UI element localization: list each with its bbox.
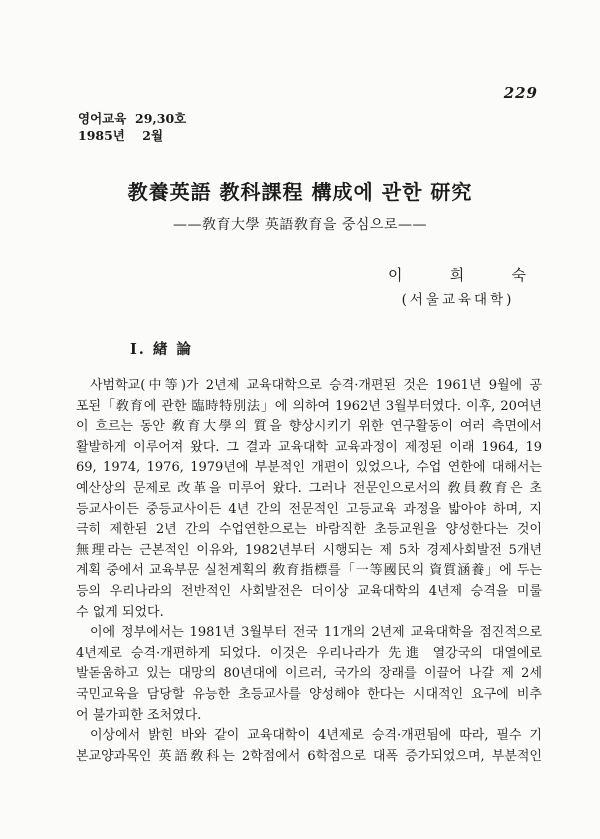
text-line: 본교양과목인 英語敎科는 2학점에서 6학점으로 대폭 증가되었으며, 부분적인 — [76, 748, 542, 764]
author-name — [388, 264, 526, 285]
text-line: 수 없게 되었다. — [76, 604, 164, 620]
text-line: 4년제로 승격·개편하게 되었다. 이것은 우리나라가 先進 열강국의 대열에로 — [76, 645, 542, 661]
body-text — [76, 376, 542, 767]
journal-volume: 영어교육 29,30호 — [78, 111, 187, 126]
text-line: 계획 중에서 교육부문 실천계획의 敎育指標를「一等國民의 資質涵養」에 두는 — [76, 563, 542, 579]
paper-subtitle: ——敎育大學 英語敎育을 중심으로—— — [172, 217, 428, 233]
author-name-char: 이 — [388, 266, 403, 284]
paragraph — [76, 623, 542, 726]
text-line: 활발하게 이루어져 왔다. 그 결과 교육대학 교육과정이 제정된 이래 1964, 19 — [76, 439, 542, 455]
journal-date: 1985년 2월 — [78, 128, 164, 143]
text-line: 등교사이든 중등교사이든 4년 간의 전문적인 고등교육 과정을 밟아야 하며, 지 — [76, 501, 542, 517]
text-line: 어 불가피한 조처였다. — [76, 707, 202, 723]
page-number: 229 — [503, 84, 538, 102]
text-line: 사범학교(中等)가 2년제 교육대학으로 승격·개편된 것은 1961년 9월에 공 — [90, 378, 542, 393]
paper-title: 教養英語 教科課程 構成에 관한 研究 — [127, 180, 473, 204]
author-name-char: 희 — [449, 266, 465, 284]
text-line: 극히 제한된 2년 간의 수업연한으로는 바람직한 초등교원을 양성한다는 것이 — [76, 522, 542, 538]
text-line: 無理라는 근본적인 이유와, 1982년부터 시행되는 제 5차 경제사회발전 5개년 — [76, 542, 542, 558]
text-line: 등의 우리나라의 전반적인 사회발전은 더이상 교육대학의 4년제 승격을 미룰 — [76, 583, 542, 599]
paragraph — [76, 376, 542, 623]
paragraph — [76, 726, 542, 767]
text-line: 이상에서 밝힌 바와 같이 교육대학이 4년제로 승격·개편됨에 따라, 필수 기 — [90, 728, 542, 744]
text-line: 69, 1974, 1976, 1979년에 부분적인 개편이 있었으나, 수업 연한에 대해서는 — [76, 460, 542, 476]
author-name-char: 숙 — [511, 266, 526, 284]
text-line: 국민교육을 담당할 유능한 초등교사를 양성해야 한다는 시대적인 요구에 비추 — [76, 686, 542, 702]
text-line: 이 흐르는 동안 敎育大學의 質을 향상시키기 위한 연구활동이 여러 측면에서 — [76, 419, 542, 435]
section-heading: Ⅰ. 緖 論 — [130, 341, 193, 358]
text-line: 예산상의 문제로 改革을 미루어 왔다. 그러나 전문인으로서의 敎員敎育은 초 — [76, 480, 542, 496]
text-line: 포된「敎育에 관한 臨時特別法」에 의하여 1962년 3월부터였다. 이후, 20여년 — [76, 398, 542, 414]
text-line: 이에 정부에서는 1981년 3월부터 전국 11개의 2년제 교육대학을 점진적으로 — [90, 625, 542, 641]
author-affiliation: (서울교육대학) — [401, 292, 515, 308]
text-line: 발돋움하고 있는 대망의 80년대에 이르러, 국가의 장래를 이끌어 나갈 제 2세 — [76, 666, 542, 682]
journal-info — [78, 110, 186, 144]
